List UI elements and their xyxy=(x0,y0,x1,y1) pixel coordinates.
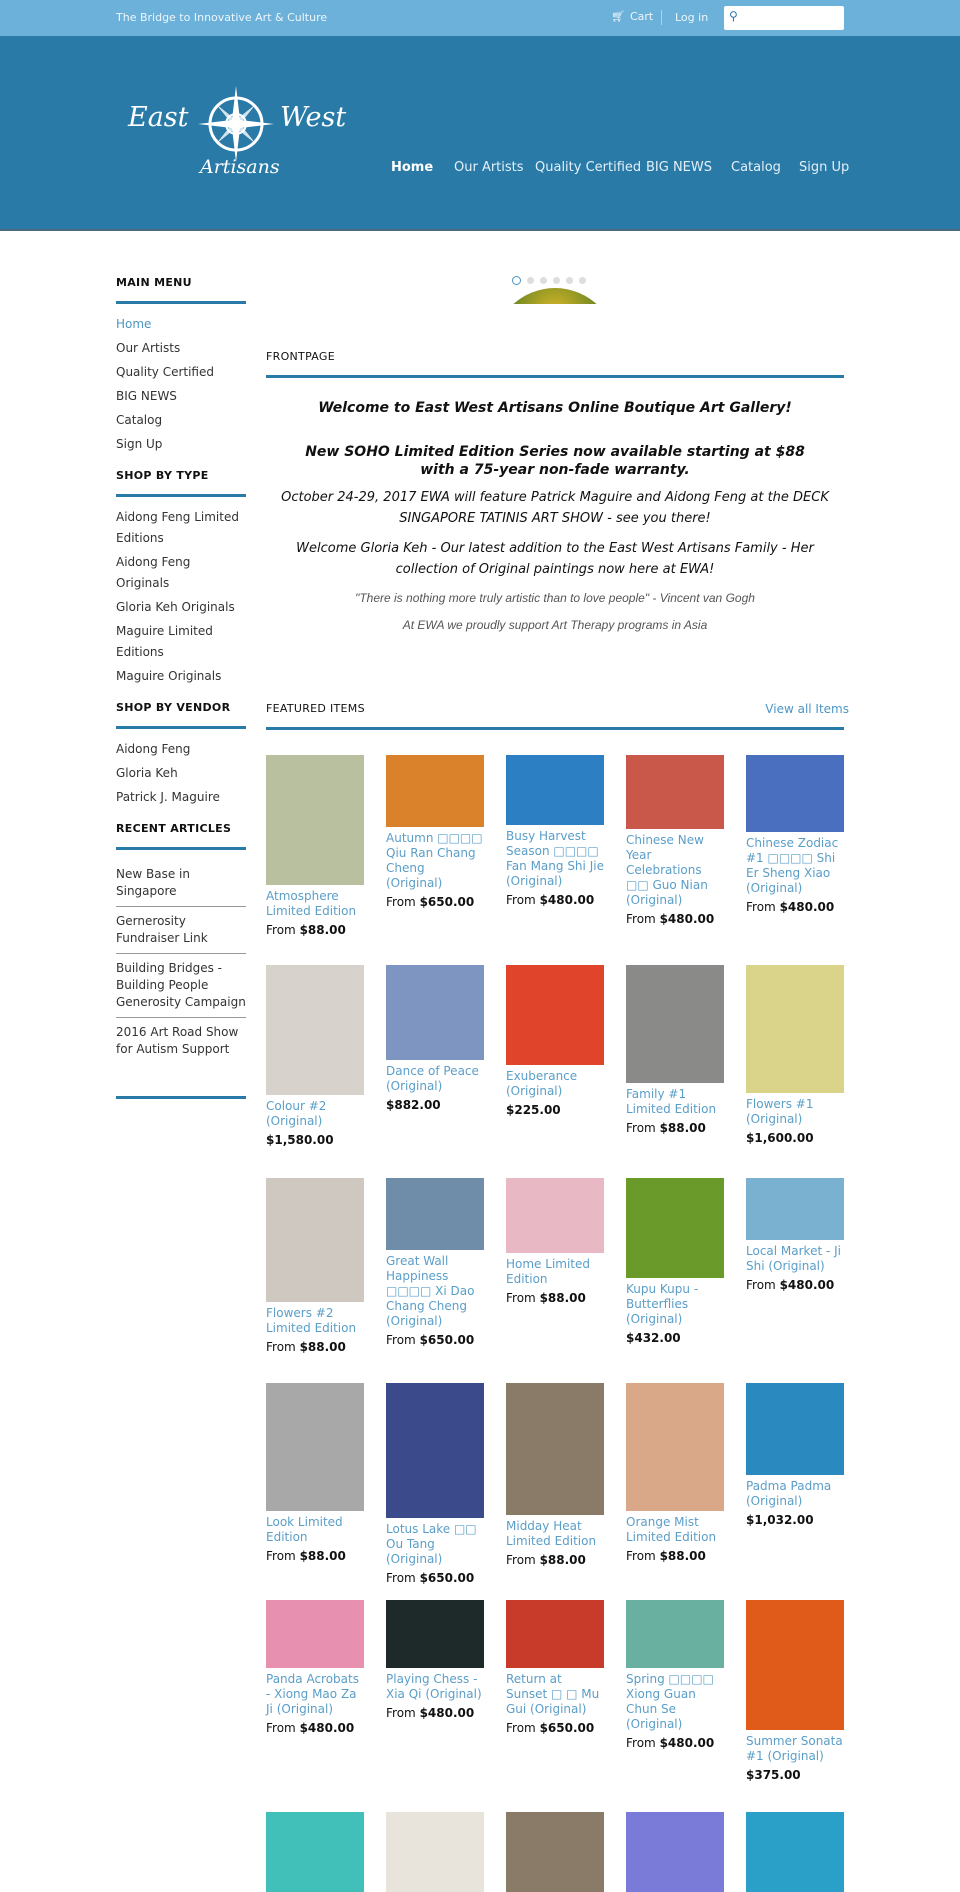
product-card[interactable] xyxy=(266,755,386,965)
price-prefix: From xyxy=(506,1291,536,1305)
product-card[interactable] xyxy=(626,755,746,965)
price-value: $480.00 xyxy=(539,893,595,907)
product-row xyxy=(266,1812,866,1892)
product-title[interactable]: Look Limited Edition xyxy=(266,1515,343,1544)
product-image[interactable] xyxy=(746,1178,844,1240)
price-value: $480.00 xyxy=(299,1721,355,1735)
product-title[interactable]: Great Wall Happiness □□□□ Xi Dao Chang Cheng (Original) xyxy=(386,1254,475,1328)
sidebar xyxy=(116,270,246,1099)
product-image[interactable] xyxy=(506,1600,604,1668)
product-title[interactable]: Local Market - Ji Shi (Original) xyxy=(746,1244,841,1273)
price-prefix: From xyxy=(266,1549,296,1563)
product-image[interactable] xyxy=(626,1600,724,1668)
product-title[interactable]: Summer Sonata #1 (Original) xyxy=(746,1734,843,1763)
site-header xyxy=(0,36,960,231)
product-title[interactable]: Colour #2 (Original) xyxy=(266,1099,327,1128)
event-text: October 24-29, 2017 EWA will feature Patrick Maguire and Aidong Feng at the DECK SINGAPORE TATINIS ART SHOW - see you there! xyxy=(281,490,829,526)
product-image[interactable] xyxy=(506,965,604,1065)
product-image[interactable] xyxy=(266,1600,364,1668)
slider-dot[interactable] xyxy=(512,276,521,285)
product-card[interactable] xyxy=(506,1812,626,1892)
product-image[interactable] xyxy=(266,1812,364,1892)
price-prefix: From xyxy=(746,1278,776,1292)
logo-artisans: Artisans xyxy=(200,156,280,178)
product-card[interactable] xyxy=(626,1383,746,1600)
welcome-text: Welcome to East West Artisans Online Boutique Art Gallery! xyxy=(318,400,792,416)
product-title[interactable]: Kupu Kupu - Butterflies (Original) xyxy=(626,1282,699,1326)
logo-west: West xyxy=(280,102,347,133)
product-card[interactable] xyxy=(626,1812,746,1892)
product-title[interactable]: Family #1 Limited Edition xyxy=(626,1087,717,1116)
product-card[interactable] xyxy=(626,965,746,1178)
product-title[interactable]: Spring □□□□ Xiong Guan Chun Se (Original) xyxy=(626,1672,714,1731)
article-link[interactable]: New Base in Singapore xyxy=(116,860,246,907)
product-row xyxy=(266,1178,866,1383)
product-price xyxy=(746,1513,844,1527)
slider-dot[interactable] xyxy=(553,277,560,284)
product-title[interactable]: Return at Sunset □ □ Mu Gui (Original) xyxy=(506,1672,600,1716)
slider-dots xyxy=(512,277,586,285)
product-title[interactable]: Flowers #2 Limited Edition xyxy=(266,1306,357,1335)
price-prefix: From xyxy=(506,1553,536,1567)
price-value: $88.00 xyxy=(299,1549,346,1563)
shop-by-vendor-heading: SHOP BY VENDOR xyxy=(116,701,246,729)
type-link[interactable]: Gloria Keh Originals xyxy=(116,600,235,614)
vendor-link[interactable]: Patrick J. Maguire xyxy=(116,790,220,804)
product-image[interactable] xyxy=(626,1812,724,1892)
type-link[interactable]: Aidong Feng Limited Editions xyxy=(116,510,239,545)
product-image[interactable] xyxy=(506,1383,604,1515)
divider xyxy=(661,10,662,25)
product-image[interactable] xyxy=(386,1600,484,1668)
vendor-link[interactable]: Gloria Keh xyxy=(116,766,178,780)
slideshow-image[interactable] xyxy=(493,288,617,304)
login-link[interactable]: Log in xyxy=(675,11,709,24)
sidebar-item-our-artists[interactable]: Our Artists xyxy=(116,341,181,355)
price-prefix: From xyxy=(626,1549,656,1563)
price-value: $480.00 xyxy=(659,1736,715,1750)
product-image[interactable] xyxy=(626,1178,724,1278)
product-image[interactable] xyxy=(746,755,844,832)
product-image[interactable] xyxy=(266,965,364,1095)
price-prefix: From xyxy=(386,1706,416,1720)
product-grid xyxy=(266,755,866,1892)
product-image[interactable] xyxy=(386,1383,484,1518)
price-value: $88.00 xyxy=(659,1549,706,1563)
price-value: $1,032.00 xyxy=(746,1513,814,1527)
product-title[interactable]: Busy Harvest Season □□□□ Fan Mang Shi Jie (Original) xyxy=(506,829,604,888)
cart-label: Cart xyxy=(629,10,654,23)
product-card[interactable] xyxy=(746,1812,866,1892)
product-card[interactable] xyxy=(506,1383,626,1600)
product-price xyxy=(746,1278,844,1292)
product-price xyxy=(266,1721,364,1735)
price-value: $650.00 xyxy=(419,895,475,909)
product-title[interactable]: Orange Mist Limited Edition xyxy=(626,1515,717,1544)
product-title[interactable]: Lotus Lake □□ Ou Tang (Original) xyxy=(386,1522,477,1566)
price-value: $1,580.00 xyxy=(266,1133,334,1147)
product-title[interactable]: Chinese New Year Celebrations □□ Guo Nian (Original) xyxy=(626,833,708,907)
product-card[interactable] xyxy=(266,965,386,1178)
product-price xyxy=(506,1721,604,1735)
nav-quality-certified[interactable]: Quality Certified xyxy=(535,160,642,175)
product-price xyxy=(506,1553,604,1567)
product-image[interactable] xyxy=(266,755,364,885)
product-card[interactable] xyxy=(506,1178,626,1383)
product-card[interactable] xyxy=(386,1383,506,1600)
price-prefix: From xyxy=(746,900,776,914)
price-value: $480.00 xyxy=(419,1706,475,1720)
product-price xyxy=(626,1331,724,1345)
price-prefix: From xyxy=(266,1340,296,1354)
product-price xyxy=(746,1768,844,1782)
price-prefix: From xyxy=(266,1721,296,1735)
price-value: $1,600.00 xyxy=(746,1131,814,1145)
product-image[interactable] xyxy=(626,1383,724,1511)
gloria-text: Welcome Gloria Keh - Our latest addition to the East West Artisans Family - Her collection of Original paintings now here at EWA! xyxy=(296,541,814,577)
main-menu-heading: MAIN MENU xyxy=(116,276,246,304)
product-row xyxy=(266,1600,866,1812)
product-card[interactable] xyxy=(626,1600,746,1812)
product-image[interactable] xyxy=(626,755,724,829)
product-image[interactable] xyxy=(746,965,844,1093)
product-title[interactable]: Padma Padma (Original) xyxy=(746,1479,832,1508)
price-value: $375.00 xyxy=(746,1768,801,1782)
product-price xyxy=(266,1340,364,1354)
price-value: $88.00 xyxy=(659,1121,706,1135)
price-value: $650.00 xyxy=(419,1571,475,1585)
frontpage-heading: FRONTPAGE xyxy=(266,350,844,378)
product-title[interactable]: Dance of Peace (Original) xyxy=(386,1064,479,1093)
product-price xyxy=(626,1549,724,1563)
product-title[interactable]: Atmosphere Limited Edition xyxy=(266,889,357,918)
product-price xyxy=(506,893,604,907)
product-image[interactable] xyxy=(746,1600,844,1730)
price-value: $88.00 xyxy=(299,923,346,937)
product-image[interactable] xyxy=(386,1178,484,1250)
price-prefix: From xyxy=(386,1571,416,1585)
featured-heading: FEATURED ITEMS xyxy=(266,702,844,730)
product-card[interactable] xyxy=(266,1383,386,1600)
product-image[interactable] xyxy=(266,1178,364,1302)
product-image[interactable] xyxy=(506,1178,604,1253)
product-price xyxy=(266,1133,364,1147)
nav-our-artists[interactable]: Our Artists xyxy=(454,160,524,175)
product-price xyxy=(386,1333,484,1347)
product-title[interactable]: Playing Chess - Xia Qi (Original) xyxy=(386,1672,482,1701)
product-price xyxy=(506,1103,604,1117)
product-title[interactable]: Exuberance (Original) xyxy=(506,1069,578,1098)
product-card[interactable] xyxy=(386,755,506,965)
product-price xyxy=(506,1291,604,1305)
price-value: $882.00 xyxy=(386,1098,441,1112)
cart-icon: 🛒︎ xyxy=(611,10,625,23)
sidebar-item-big-news[interactable]: BIG NEWS xyxy=(116,389,177,403)
product-card[interactable] xyxy=(386,1600,506,1812)
price-prefix: From xyxy=(506,893,536,907)
product-price xyxy=(386,895,484,909)
price-value: $480.00 xyxy=(779,1278,835,1292)
therapy-text: At EWA we proudly support Art Therapy programs in Asia xyxy=(402,618,708,632)
type-link[interactable]: Maguire Originals xyxy=(116,669,222,683)
product-row xyxy=(266,755,866,965)
slider-dot[interactable] xyxy=(527,277,534,284)
sidebar-item-sign-up[interactable]: Sign Up xyxy=(116,437,163,451)
shop-by-type-heading: SHOP BY TYPE xyxy=(116,469,246,497)
price-value: $88.00 xyxy=(539,1291,586,1305)
product-image[interactable] xyxy=(626,965,724,1083)
slider-dot[interactable] xyxy=(579,277,586,284)
product-image[interactable] xyxy=(386,1812,484,1892)
product-card[interactable] xyxy=(746,755,866,965)
price-prefix: From xyxy=(386,1333,416,1347)
frontpage-copy xyxy=(266,398,844,636)
product-price xyxy=(626,1121,724,1135)
price-prefix: From xyxy=(626,1736,656,1750)
product-card[interactable] xyxy=(386,965,506,1178)
product-card[interactable] xyxy=(266,1600,386,1812)
product-card[interactable] xyxy=(266,1812,386,1892)
article-link[interactable]: Building Bridges - Building People Generosity Campaign xyxy=(116,954,246,1018)
price-value: $88.00 xyxy=(299,1340,346,1354)
price-value: $480.00 xyxy=(779,900,835,914)
product-card[interactable] xyxy=(506,755,626,965)
slider-dot[interactable] xyxy=(566,277,573,284)
product-image[interactable] xyxy=(506,755,604,825)
product-row xyxy=(266,965,866,1178)
product-card[interactable] xyxy=(746,1600,866,1812)
product-price xyxy=(386,1098,484,1112)
product-price xyxy=(746,1131,844,1145)
product-image[interactable] xyxy=(746,1812,844,1892)
compass-icon xyxy=(198,86,274,162)
product-image[interactable] xyxy=(506,1812,604,1892)
product-price xyxy=(626,912,724,926)
price-value: $432.00 xyxy=(626,1331,681,1345)
soho-text: New SOHO Limited Edition Series now available starting at $88 with a 75-year non-fade warranty. xyxy=(305,444,805,478)
price-value: $225.00 xyxy=(506,1103,561,1117)
search-icon: ⚲ xyxy=(729,9,738,23)
product-card[interactable] xyxy=(746,1178,866,1383)
product-card[interactable] xyxy=(746,1383,866,1600)
type-link[interactable]: Maguire Limited Editions xyxy=(116,624,213,659)
slider-dot[interactable] xyxy=(540,277,547,284)
product-price xyxy=(386,1571,484,1585)
price-value: $650.00 xyxy=(539,1721,595,1735)
price-prefix: From xyxy=(506,1721,536,1735)
product-card[interactable] xyxy=(386,1178,506,1383)
price-prefix: From xyxy=(266,923,296,937)
cart-link[interactable] xyxy=(611,10,653,23)
divider xyxy=(116,1096,246,1099)
product-price xyxy=(626,1736,724,1750)
product-title[interactable]: Panda Acrobats - Xiong Mao Za Ji (Original) xyxy=(266,1672,359,1716)
nav-sign-up[interactable]: Sign Up xyxy=(799,160,850,175)
sidebar-item-catalog[interactable]: Catalog xyxy=(116,413,163,427)
product-card[interactable] xyxy=(626,1178,746,1383)
top-bar xyxy=(0,0,960,36)
quote-text: "There is nothing more truly artistic than to love people" - Vincent van Gogh xyxy=(355,591,755,605)
product-image[interactable] xyxy=(746,1383,844,1475)
sidebar-item-home[interactable]: Home xyxy=(116,317,152,331)
vendor-link[interactable]: Aidong Feng xyxy=(116,742,191,756)
product-card[interactable] xyxy=(266,1178,386,1383)
price-prefix: From xyxy=(626,912,656,926)
product-title[interactable]: Home Limited Edition xyxy=(506,1257,590,1286)
product-row xyxy=(266,1383,866,1600)
logo[interactable] xyxy=(128,86,348,186)
product-image[interactable] xyxy=(386,755,484,827)
article-link[interactable]: Gernerosity Fundraiser Link xyxy=(116,907,246,954)
price-value: $88.00 xyxy=(539,1553,586,1567)
product-card[interactable] xyxy=(506,965,626,1178)
nav-big-news[interactable]: BIG NEWS xyxy=(646,160,713,175)
article-link[interactable]: 2016 Art Road Show for Autism Support xyxy=(116,1025,239,1056)
product-image[interactable] xyxy=(266,1383,364,1511)
price-value: $480.00 xyxy=(659,912,715,926)
product-image[interactable] xyxy=(386,965,484,1060)
product-card[interactable] xyxy=(746,965,866,1178)
price-prefix: From xyxy=(626,1121,656,1135)
nav-home[interactable]: Home xyxy=(391,160,434,175)
product-price xyxy=(746,900,844,914)
product-title[interactable]: Midday Heat Limited Edition xyxy=(506,1519,597,1548)
product-title[interactable]: Flowers #1 (Original) xyxy=(746,1097,814,1126)
product-price xyxy=(386,1706,484,1720)
product-card[interactable] xyxy=(386,1812,506,1892)
product-title[interactable]: Chinese Zodiac #1 □□□□ Shi Er Sheng Xiao (Original) xyxy=(746,836,839,895)
product-price xyxy=(266,1549,364,1563)
tagline: The Bridge to Innovative Art & Culture xyxy=(116,11,328,24)
search-input[interactable] xyxy=(724,6,844,30)
nav-catalog[interactable]: Catalog xyxy=(731,160,781,175)
recent-articles-heading: RECENT ARTICLES xyxy=(116,822,246,850)
product-price xyxy=(266,923,364,937)
view-all-link[interactable]: View all Items xyxy=(765,702,849,716)
product-card[interactable] xyxy=(506,1600,626,1812)
product-title[interactable]: Autumn □□□□ Qiu Ran Chang Cheng (Original) xyxy=(386,831,483,890)
sidebar-item-quality-certified[interactable]: Quality Certified xyxy=(116,365,214,379)
logo-east: East xyxy=(128,102,189,133)
price-value: $650.00 xyxy=(419,1333,475,1347)
price-prefix: From xyxy=(386,895,416,909)
type-link[interactable]: Aidong Feng Originals xyxy=(116,555,191,590)
